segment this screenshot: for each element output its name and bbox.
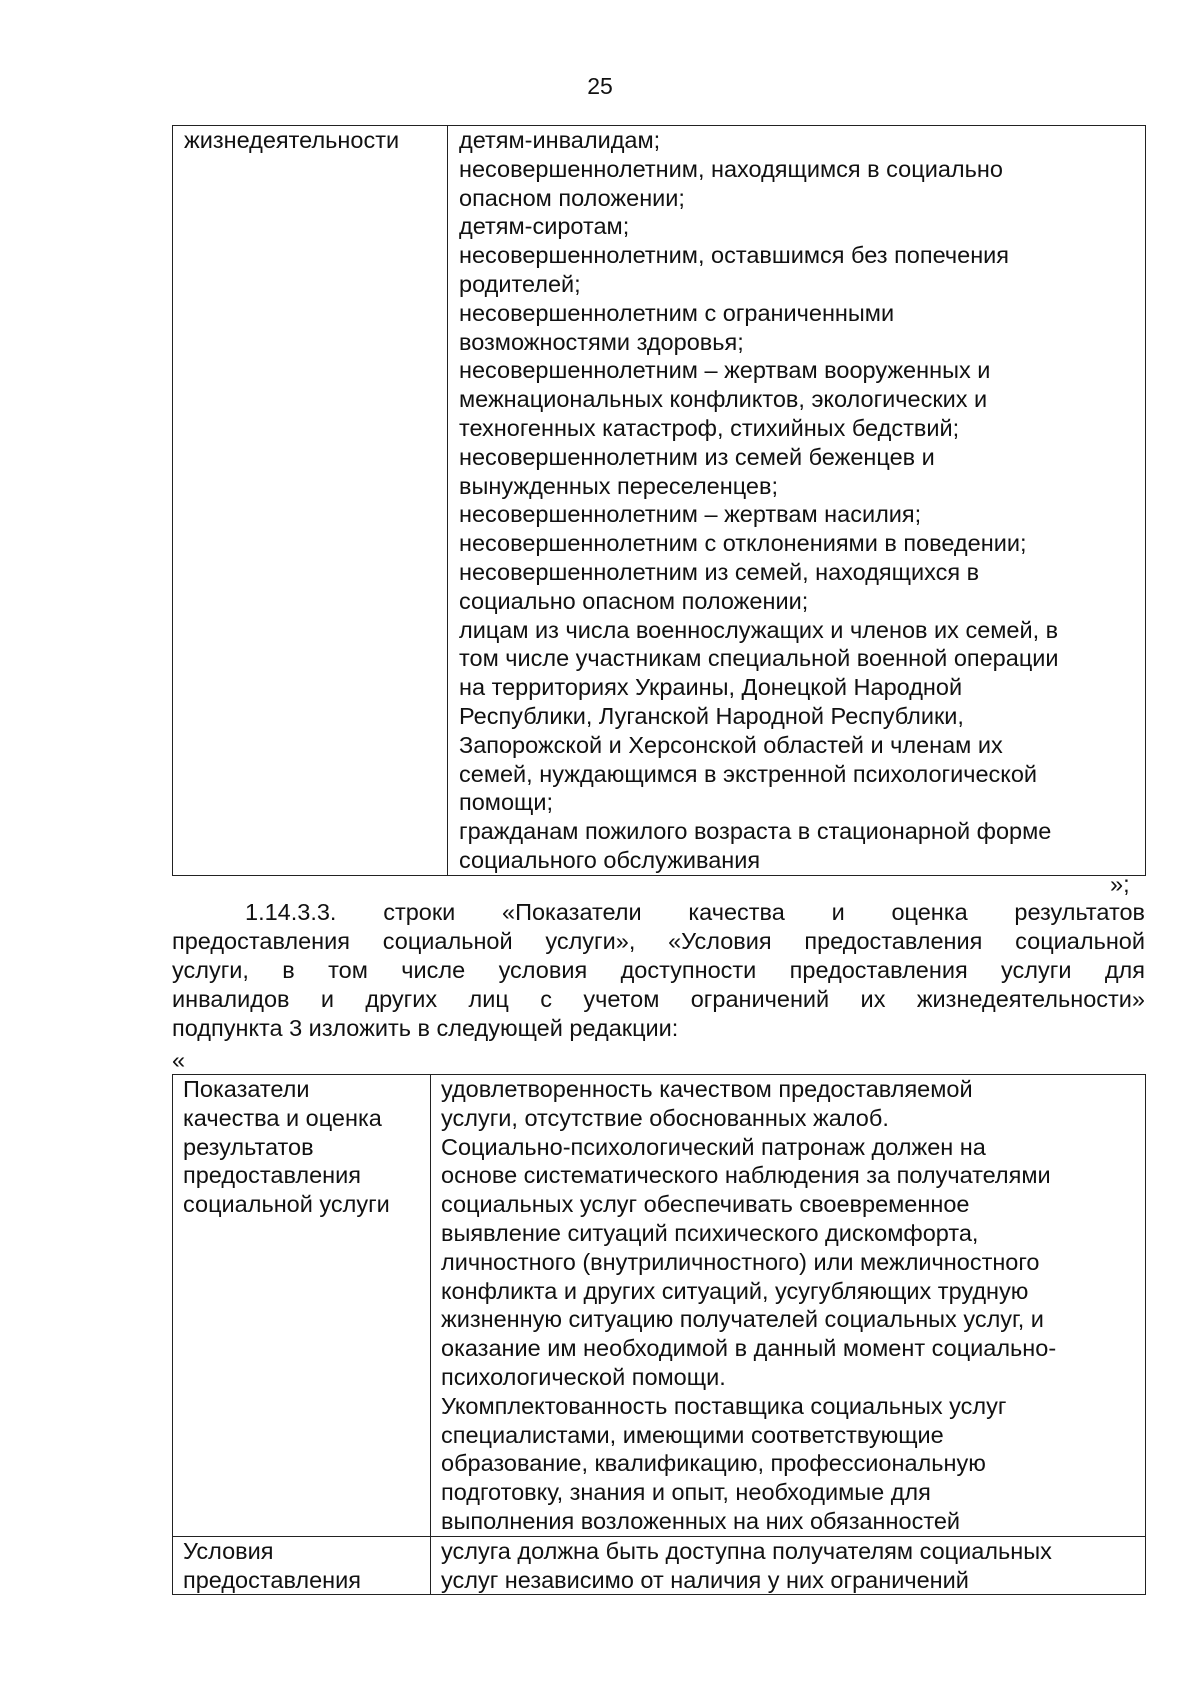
text-line: детям-инвалидам; <box>459 127 661 153</box>
text-line: предоставления <box>183 1162 362 1189</box>
text-line: том числе участникам специальной военной операции <box>459 645 1059 672</box>
paragraph-line: подпункта 3 изложить в следующей редакции: <box>172 1015 679 1041</box>
table-row-quality-indicators <box>173 1075 1146 1537</box>
text-line: личностного (внутриличностного) или межличностного <box>441 1248 1040 1275</box>
paragraph-line: предоставления социальной услуги», «Условия предоставления социальной <box>172 928 1145 954</box>
text-line: качества и оценка <box>183 1104 382 1131</box>
text-line: несовершеннолетним из семей беженцев и <box>459 443 935 470</box>
text-line: лицам из числа военнослужащих и членов их семей, в <box>459 616 1059 643</box>
text-line: основе систематического наблюдения за получателями <box>441 1162 1051 1189</box>
text-line: Республики, Луганской Народной Республики, <box>459 702 964 729</box>
text-line: жизненную ситуацию получателей социальных услуг, и <box>441 1306 1044 1333</box>
paragraph-line: услуги, в том числе условия доступности предоставления услуги для <box>172 957 1145 983</box>
text-line: результатов <box>183 1133 314 1160</box>
text-line: психологической помощи. <box>441 1363 726 1390</box>
opening-quote: « <box>172 1047 186 1073</box>
text-line: Социально-психологический патронаж должен на <box>441 1133 986 1160</box>
text-line: опасном положении; <box>459 184 685 211</box>
row-label-cell <box>173 1075 431 1537</box>
text-line: помощи; <box>459 789 554 816</box>
text-line: несовершеннолетним с отклонениями в поведении; <box>459 530 1027 557</box>
text-line: социального обслуживания <box>459 846 761 873</box>
closing-quote: »; <box>1110 871 1130 897</box>
text-line: предоставления <box>183 1566 362 1593</box>
table-row <box>173 126 1146 876</box>
text-line: техногенных катастроф, стихийных бедствий; <box>459 414 960 441</box>
text-line: на территориях Украины, Донецкой Народной <box>459 674 963 701</box>
text-line: детям-сиротам; <box>459 213 630 240</box>
text-line: Условия <box>183 1537 274 1564</box>
text-line: оказание им необходимой в данный момент социально- <box>441 1335 1057 1362</box>
text-line: несовершеннолетним, оставшимся без попечения <box>459 242 1010 269</box>
text-line: образование, квалификацию, профессиональную <box>441 1450 986 1477</box>
new-edition-table <box>172 1074 1146 1595</box>
text-line: социальной услуги <box>183 1191 390 1218</box>
text-line: несовершеннолетним с ограниченными <box>459 299 895 326</box>
row-label-cell <box>173 1536 431 1595</box>
text-line: подготовку, знания и опыт, необходимые для <box>441 1479 931 1506</box>
row-content-cell <box>431 1075 1146 1537</box>
page-number: 25 <box>587 73 613 99</box>
text-line: Показатели <box>183 1076 310 1102</box>
text-line: социальных услуг обеспечивать своевременное <box>441 1191 970 1218</box>
text-line: социально опасном положении; <box>459 587 809 614</box>
paragraph-line: инвалидов и других лиц с учетом ограничений их жизнедеятельности» <box>172 986 1145 1012</box>
text-line: выполнения возложенных на них обязанностей <box>441 1507 961 1534</box>
text-line: Запорожской и Херсонской областей и членам их <box>459 731 1003 758</box>
text-line: несовершеннолетним – жертвам насилия; <box>459 501 922 528</box>
text-line: гражданам пожилого возраста в стационарной форме <box>459 818 1052 845</box>
text-line: удовлетворенность качеством предоставляемой <box>441 1076 973 1102</box>
text-line: услуга должна быть доступна получателям социальных <box>441 1537 1052 1564</box>
text-line: услуг независимо от наличия у них ограничений <box>441 1566 969 1593</box>
text-line: семей, нуждающимся в экстренной психологической <box>459 760 1038 787</box>
text-line: Укомплектованность поставщика социальных услуг <box>441 1392 1007 1419</box>
row-label-cell <box>173 126 448 876</box>
text-line: несовершеннолетним из семей, находящихся в <box>459 558 980 585</box>
text-line: межнациональных конфликтов, экологических и <box>459 386 988 413</box>
text-line: несовершеннолетним – жертвам вооруженных и <box>459 357 991 384</box>
text-line: выявление ситуаций психического дискомфорта, <box>441 1219 979 1246</box>
text-line: специалистами, имеющими соответствующие <box>441 1421 944 1448</box>
text-line: услуги, отсутствие обоснованных жалоб. <box>441 1104 889 1131</box>
text-line: возможностями здоровья; <box>459 328 744 355</box>
text-line: жизнедеятельности <box>184 127 400 153</box>
text-line: вынужденных переселенцев; <box>459 472 779 499</box>
amendment-paragraph <box>172 898 1145 1043</box>
text-line: конфликта и других ситуаций, усугубляющих трудную <box>441 1277 1029 1304</box>
text-line: родителей; <box>459 270 581 297</box>
row-content-cell <box>431 1536 1146 1595</box>
table-row-conditions <box>173 1536 1146 1595</box>
paragraph-line: 1.14.3.3. строки «Показатели качества и оценка результатов <box>245 899 1145 925</box>
row-content-cell <box>448 126 1146 876</box>
continued-table <box>172 125 1146 876</box>
text-line: несовершеннолетним, находящимся в социально <box>459 155 1003 182</box>
